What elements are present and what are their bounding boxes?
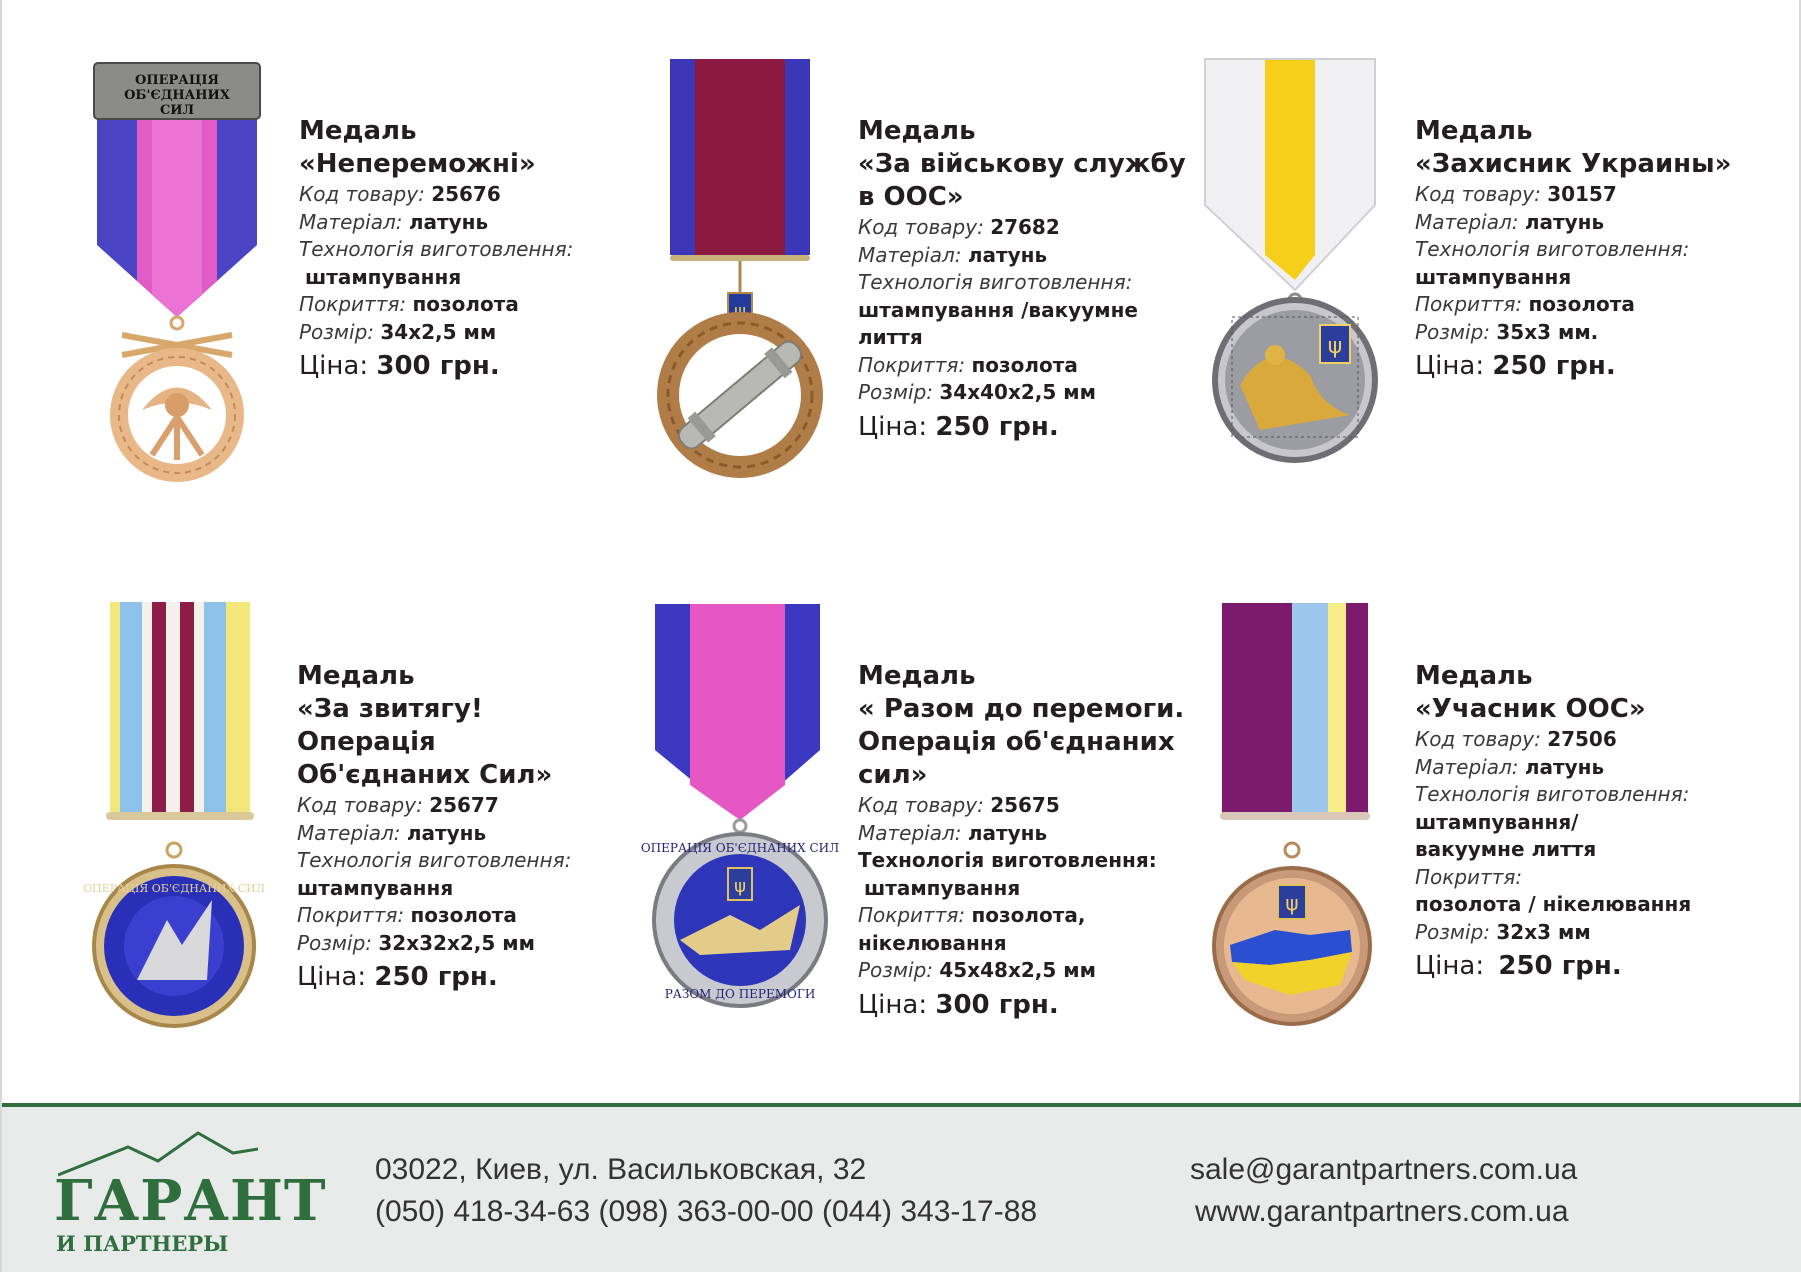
address: 03022, Киев, ул. Васильковская, 32 <box>375 1153 867 1186</box>
size-label: Розмір: <box>1415 319 1491 344</box>
product-tech: штампування /вакуумне <box>858 297 1138 322</box>
material-label: Матеріал: <box>858 820 962 845</box>
product-info <box>1415 660 1755 984</box>
product-tech: штампування/ <box>1415 809 1579 834</box>
medal-image-nepermozhni <box>82 55 282 485</box>
code-label: Код товару: <box>299 182 425 206</box>
coating-label: Покриття: <box>299 292 407 316</box>
product-size: 34x2,5 мм <box>380 319 497 344</box>
product-tech: штампування <box>864 875 1021 900</box>
product-title: Медаль <box>299 116 417 146</box>
coating-label: Покриття: <box>858 903 966 927</box>
tech-label: Технологія виготовлення: <box>1415 237 1690 261</box>
size-label: Розмір: <box>1415 919 1491 944</box>
price-label: Ціна: <box>858 989 928 1020</box>
tech-label: Технологія виготовлення: <box>299 237 574 261</box>
medal-image-defender <box>1200 55 1390 485</box>
product-info <box>1415 115 1755 384</box>
product-title: Медаль <box>1415 661 1533 691</box>
product-code: 27506 <box>1547 727 1617 751</box>
svg-text:ψ: ψ <box>734 876 746 897</box>
product-title: «Непереможні» <box>299 149 536 179</box>
product-price: 300 грн. <box>376 351 500 381</box>
product-card-6 <box>1200 600 1760 1040</box>
size-label: Розмір: <box>297 930 373 955</box>
coating-label: Покриття: <box>297 903 405 927</box>
phone-numbers: (050) 418-34-63 (098) 363-00-00 (044) 343-17-88 <box>375 1195 1038 1228</box>
medal-rim-text: ОПЕРАЦІЯ ОБ'ЄДНАНИХ СИЛ <box>83 882 265 895</box>
material-label: Матеріал: <box>858 242 962 267</box>
product-material: латунь <box>1524 209 1605 234</box>
product-coating: позолота <box>410 903 517 927</box>
ribbon-bar-text: ОПЕРАЦІЯ <box>135 73 219 88</box>
medal-image-military-service <box>640 55 835 485</box>
product-size: 32x3 мм <box>1496 919 1591 944</box>
product-code: 27682 <box>990 215 1060 239</box>
product-tech: штампування <box>1415 264 1572 289</box>
tech-label: Технологія виготовлення: <box>297 848 572 872</box>
code-label: Код товару: <box>1415 182 1541 206</box>
product-code: 25675 <box>990 793 1060 817</box>
tech-label: Технологія виготовлення: <box>858 270 1133 294</box>
code-label: Код товару: <box>297 793 423 817</box>
product-info <box>858 660 1218 1023</box>
product-title: Медаль <box>1415 116 1533 146</box>
product-coating-cont: нікелювання <box>858 930 1007 955</box>
product-price: 250 грн. <box>1498 951 1622 981</box>
product-material: латунь <box>967 820 1048 845</box>
material-label: Матеріал: <box>1415 754 1519 779</box>
product-price: 250 грн. <box>935 411 1059 442</box>
product-material: латунь <box>406 820 487 845</box>
price-label: Ціна: <box>1415 351 1485 381</box>
logo-name: ГАРАНТ <box>54 1168 327 1234</box>
size-label: Розмір: <box>858 380 934 404</box>
product-title: Об'єднаних Сил» <box>297 760 553 790</box>
product-coating: позолота, <box>971 903 1086 927</box>
product-coating: позолота <box>1528 292 1635 316</box>
product-title: «За звитягу! Операція <box>297 694 483 757</box>
product-coating: позолота / нікелювання <box>1415 892 1692 916</box>
product-info <box>297 660 602 995</box>
svg-text:ψ: ψ <box>734 301 746 322</box>
product-title: Медаль <box>297 661 415 691</box>
product-title: «Захисник Украины» <box>1415 149 1732 179</box>
product-coating: позолота <box>971 352 1078 377</box>
product-material: латунь <box>967 242 1048 267</box>
product-title: « Разом до перемоги. <box>858 694 1185 724</box>
product-card-4 <box>82 600 602 1040</box>
material-label: Матеріал: <box>297 820 401 845</box>
product-code: 25677 <box>429 793 499 817</box>
medal-rim-text-bottom: РАЗОМ ДО ПЕРЕМОГИ <box>664 987 816 1001</box>
website-link[interactable]: www.garantpartners.com.ua <box>1195 1195 1569 1228</box>
company-logo[interactable] <box>48 1127 327 1256</box>
product-size: 34x40x2,5 мм <box>939 380 1096 404</box>
material-label: Матеріал: <box>299 209 403 234</box>
price-label: Ціна: <box>858 411 928 442</box>
coating-label: Покриття: <box>1415 292 1523 316</box>
code-label: Код товару: <box>858 215 984 239</box>
product-card-5 <box>640 600 1220 1040</box>
medal-rim-text-top: ОПЕРАЦІЯ ОБ'ЄДНАНИХ СИЛ <box>640 841 840 855</box>
medal-image-together-to-victory <box>640 600 840 1030</box>
code-label: Код товару: <box>858 793 984 817</box>
email-link[interactable]: sale@garantpartners.com.ua <box>1190 1153 1578 1186</box>
product-size: 45x48x2,5 мм <box>939 958 1096 982</box>
product-tech: штампування <box>297 875 454 900</box>
tech-label: Технологія виготовлення: <box>858 848 1157 872</box>
product-code: 25676 <box>431 182 501 206</box>
product-title: Медаль <box>858 661 976 691</box>
product-price: 250 грн. <box>374 962 498 992</box>
product-tech: штампування <box>305 264 462 289</box>
product-tech-cont: лиття <box>858 325 923 349</box>
product-price: 300 грн. <box>935 989 1059 1020</box>
medal-image-valor <box>82 600 272 1030</box>
product-title: Операція об'єднаних сил» <box>858 727 1175 790</box>
product-coating: позолота <box>412 292 519 316</box>
size-label: Розмір: <box>858 958 934 982</box>
material-label: Матеріал: <box>1415 209 1519 234</box>
logo-subtitle: И ПАРТНЕРЫ <box>56 1231 229 1256</box>
product-title: Медаль <box>858 116 976 146</box>
svg-text:СИЛ: СИЛ <box>159 103 195 118</box>
footer <box>2 1103 1801 1272</box>
price-label: Ціна: <box>299 351 369 381</box>
product-card-2 <box>640 55 1210 495</box>
product-tech-cont: вакуумне лиття <box>1415 837 1597 861</box>
price-label: Ціна: <box>1415 951 1485 981</box>
code-label: Код товару: <box>1415 727 1541 751</box>
size-label: Розмір: <box>299 319 375 344</box>
product-material: латунь <box>1524 754 1605 779</box>
svg-text:ψ: ψ <box>1285 891 1299 915</box>
svg-text:ОБ'ЄДНАНИХ: ОБ'ЄДНАНИХ <box>124 88 230 103</box>
product-title: «За військову службу <box>858 149 1186 179</box>
product-price: 250 грн. <box>1492 351 1616 381</box>
product-title: в ООС» <box>858 182 964 212</box>
product-material: латунь <box>408 209 489 234</box>
product-card-1 <box>82 55 582 495</box>
product-code: 30157 <box>1547 182 1617 206</box>
svg-text:ψ: ψ <box>1327 334 1343 359</box>
product-size: 35x3 мм. <box>1496 319 1599 344</box>
medal-image-oos-participant <box>1200 600 1390 1030</box>
product-size: 32x32x2,5 мм <box>378 930 535 955</box>
product-info <box>858 115 1208 445</box>
product-title: «Учасник ООС» <box>1415 694 1646 724</box>
coating-label: Покриття: <box>858 352 966 377</box>
price-label: Ціна: <box>297 962 367 992</box>
product-info <box>299 115 579 384</box>
coating-label: Покриття: <box>1415 864 1523 889</box>
product-card-3 <box>1200 55 1760 495</box>
tech-label: Технологія виготовлення: <box>1415 782 1690 806</box>
